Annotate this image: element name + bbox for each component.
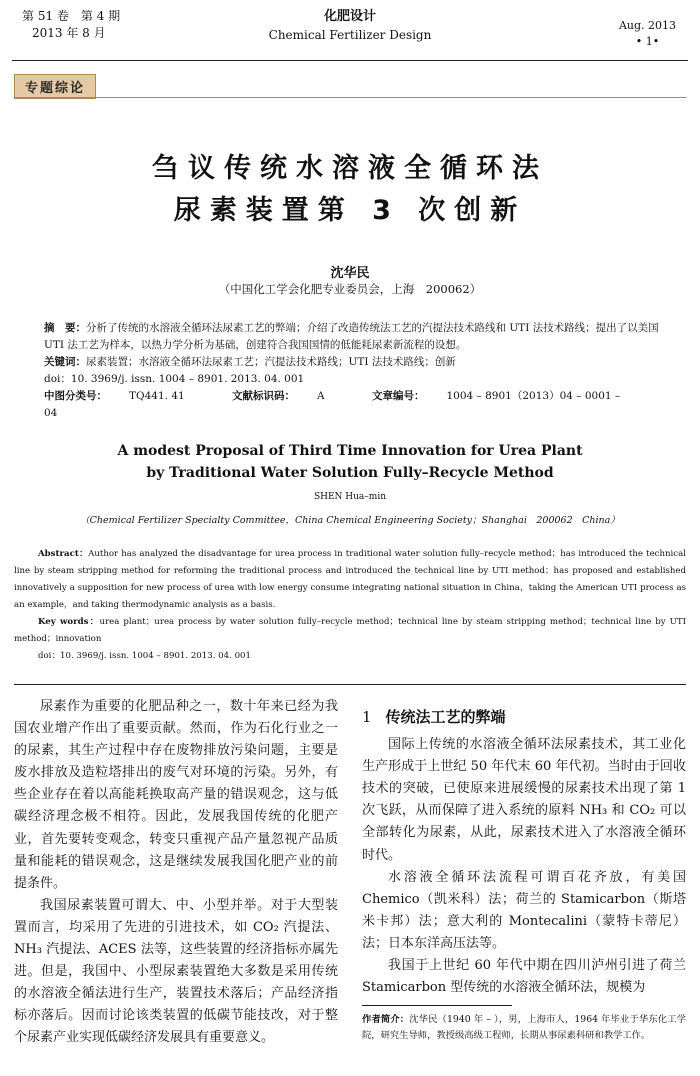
abstract-en-text: Author has analyzed the disadvantage for urea process in traditional water solution fully–recycle method；has introduced the technical line by steam stripping method for reforming the traditional process and introduced the technical line by UTI method；has proposed and established innovatively a supposition for new process of urea with low energy consume integrating national situation in China，taking the American UTI process as an example，and taking thermodynamic analysis as a basis. <box>14 549 686 610</box>
english-affiliation: （Chemical Fertilizer Specialty Committee，China Chemical Engineering Society；Shanghai 200062 China） <box>80 515 620 526</box>
clc-label: 中图分类号： <box>44 390 107 402</box>
clc-value: TQ441. 41 <box>129 390 185 402</box>
english-title-line-1: A modest Proposal of Third Time Innovation for Urea Plant <box>117 443 583 459</box>
title-line-1: 刍议传统水溶液全循环法 <box>152 153 548 184</box>
header-date-en: Aug. 2013 <box>618 19 676 32</box>
footnote-label: 作者简介： <box>362 1014 410 1025</box>
footnote-rule <box>362 1005 512 1006</box>
body-paragraph: 水溶液全循环法流程可谓百花齐放，有美国 Chemico（凯米科）法；荷兰的 Stamicarbon（斯塔米卡邦）法；意大利的 Montecalini（蒙特卡蒂尼）法；日本东洋高压法等。 <box>362 869 686 951</box>
author-footnote <box>362 1012 686 1044</box>
doi-en: doi：10. 3969/j. issn. 1004 – 8901. 2013. 04. 001 <box>38 651 251 661</box>
doi-cn: doi：10. 3969/j. issn. 1004 – 8901. 2013. 04. 001 <box>44 373 305 385</box>
abstract-text: 分析了传统的水溶液全循环法尿素工艺的弊端；介绍了改造传统法工艺的汽提法技术路线和 UTI 法技术路线；提出了以美国 UTI 法工艺为样本，以热力学分析为基础，创建符合我国国情的低能耗尿素新流程的设想。 <box>44 322 659 351</box>
section-heading <box>362 706 686 728</box>
keywords-label: 关键词： <box>44 356 86 368</box>
abstract-en <box>14 546 686 665</box>
body-paragraph: 尿素作为重要的化肥品种之一，数十年来已经为我国农业增产作出了重要贡献。然而，作为石化行业之一的尿素，其生产过程中存在废物排放污染问题，主要是废水排放及造粒塔排出的废气对环境的污染。另外，有些企业存在着以高能耗换取高产量的错误观念，这与低碳经济理念极不相符。因此，发展我国传统的化肥产业，首先要转变观念，转变只重视产品产量忽视产品质量和能耗的错误观念，这是继续发展我国化肥产业的前提条件。 <box>14 699 338 891</box>
section-tag: 专题综论 <box>14 74 96 99</box>
header-volume: 第 51 卷 第 4 期 <box>22 9 121 23</box>
abstract-en-label: Abstract： <box>38 549 89 559</box>
body-column-left <box>14 696 338 1050</box>
doc-code-label: 文献标识码： <box>232 390 296 402</box>
abstract-cn <box>44 320 666 422</box>
section-number: 1 <box>362 708 372 726</box>
abstract-separator <box>14 684 686 685</box>
footnote-text: 沈华民（1940 年 – ），男，上海市人，1964 年毕业于华东化工学院，研究生导师，教授级高级工程师，长期从事尿素科研和教学工作。 <box>362 1014 686 1041</box>
body-paragraph: 我国于上世纪 60 年代中期在四川泸州引进了荷兰 Stamicarbon 型传统的水溶液全循环法，规模为 <box>362 958 686 996</box>
section-title: 传统法工艺的弊端 <box>385 708 506 726</box>
header-date-cn: 2013 年 8 月 <box>32 26 106 40</box>
author-name: 沈华民 <box>330 266 370 281</box>
header-page-info <box>619 18 676 50</box>
author-affiliation: （中国化工学会化肥专业委员会，上海 200062） <box>218 282 482 296</box>
keywords-text: 尿素装置；水溶液全循环法尿素工艺；汽提法技术路线；UTI 法技术路线；创新 <box>86 356 456 368</box>
body-column-right <box>362 706 686 999</box>
header-rule <box>12 60 688 61</box>
abstract-label: 摘 要： <box>44 322 86 334</box>
body-paragraph: 国际上传统的水溶液全循环法尿素技术，其工业化生产形成于上世纪 50 年代末 60 年代初。当时由于回收技术的突破，已使原来进展缓慢的尿素技术出现了第 1 次飞跃，从而保障了进入系统的原料 NH₃ 和 CO₂ 可以全部转化为尿素，从此，尿素技术进入了水溶液全循环时代。 <box>362 737 686 863</box>
article-no-label: 文章编号： <box>371 390 425 402</box>
journal-name-en: Chemical Fertilizer Design <box>268 28 432 42</box>
article-title <box>0 148 700 232</box>
page-number: • 1• <box>635 35 660 48</box>
article-no-value: 1004 – 8901（2013）04 – 0001 – 04 <box>44 390 621 419</box>
keywords-en-text: urea plant；urea process by water solution fully–recycle method；technical line by steam stripping method；technical line by UTI method；innovation <box>14 617 686 644</box>
english-title <box>0 440 700 484</box>
header-journal <box>0 8 700 44</box>
classification-line <box>44 388 666 422</box>
keywords-en-label: Key words： <box>38 617 100 627</box>
english-author: SHEN Hua–min <box>313 492 387 502</box>
title-line-2: 尿素装置第 3 次创新 <box>173 195 527 226</box>
section-tag-rule <box>14 97 686 98</box>
english-title-line-2: by Traditional Water Solution Fully–Recycle Method <box>146 465 554 481</box>
doc-code-value: A <box>317 390 325 402</box>
journal-name-cn: 化肥设计 <box>323 9 376 24</box>
body-paragraph: 我国尿素装置可谓大、中、小型并举。对于大型装置而言，均采用了先进的引进技术，如 CO₂ 汽提法、NH₃ 汽提法、ACES 法等，这些装置的经济指标亦属先进。但是，我国中、小型尿素装置绝大多数是采用传统的水溶液全循法进行生产，装置技术落后；产品经济指标亦落后。因而讨论该类装置的低碳节能技改，对于整个尿素产业实现低碳经济发展具有重要意义。 <box>14 897 338 1046</box>
page-header <box>0 0 700 62</box>
